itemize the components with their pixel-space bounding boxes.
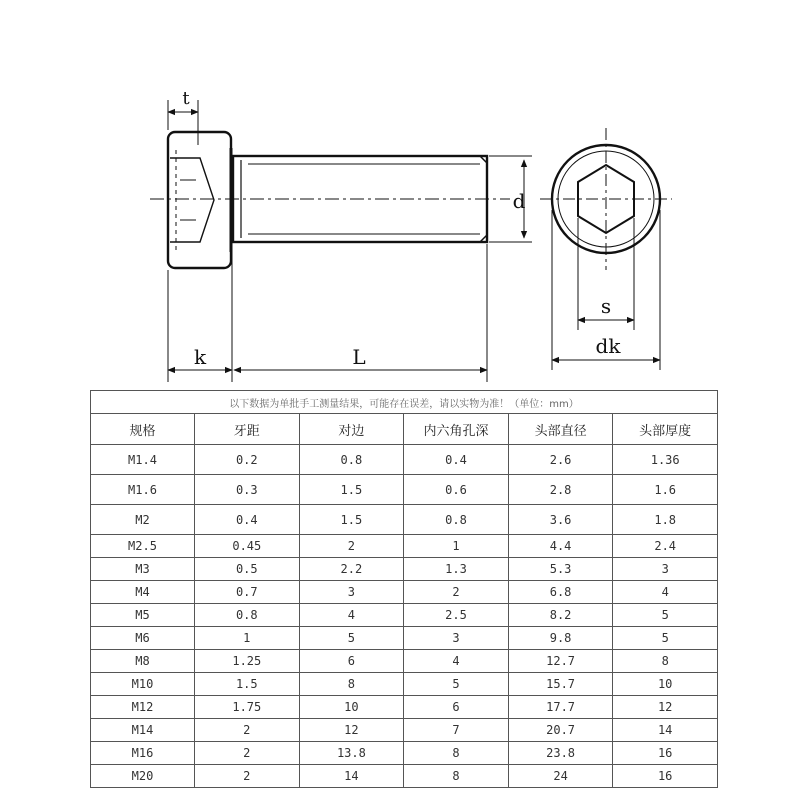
cell-pitch: 0.7 [195,581,300,604]
cell-socket-depth: 7 [404,719,509,742]
label-L: L [352,345,366,369]
cell-head-diameter: 2.8 [508,475,613,505]
cell-head-diameter: 15.7 [508,673,613,696]
cell-across-flats: 2.2 [299,558,404,581]
cell-socket-depth: 8 [404,765,509,788]
header-socket-depth: 内六角孔深 [404,414,509,445]
screw-head-side [168,132,231,268]
cell-head-diameter: 8.2 [508,604,613,627]
cell-head-diameter: 23.8 [508,742,613,765]
cell-head-diameter: 20.7 [508,719,613,742]
cell-head-height: 2.4 [613,535,718,558]
header-pitch: 牙距 [195,414,300,445]
table-row [91,650,718,673]
cell-spec: M5 [91,604,195,627]
table-body [91,445,718,788]
cell-head-diameter: 12.7 [508,650,613,673]
dim-k-L [168,244,487,382]
cell-spec: M2.5 [91,535,195,558]
cell-across-flats: 3 [299,581,404,604]
cell-across-flats: 5 [299,627,404,650]
cell-socket-depth: 6 [404,696,509,719]
table-row [91,696,718,719]
table-row [91,581,718,604]
cell-spec: M4 [91,581,195,604]
cell-spec: M12 [91,696,195,719]
cell-socket-depth: 3 [404,627,509,650]
table-row [91,673,718,696]
cell-pitch: 1.75 [195,696,300,719]
cell-socket-depth: 2.5 [404,604,509,627]
header-across-flats: 对边 [299,414,404,445]
cell-head-diameter: 17.7 [508,696,613,719]
cell-pitch: 2 [195,719,300,742]
table-row [91,604,718,627]
cell-across-flats: 0.8 [299,445,404,475]
cell-across-flats: 13.8 [299,742,404,765]
table-row [91,765,718,788]
label-s: s [600,294,612,318]
cell-head-diameter: 3.6 [508,505,613,535]
cell-spec: M6 [91,627,195,650]
cell-pitch: 2 [195,742,300,765]
cell-across-flats: 6 [299,650,404,673]
table-row [91,742,718,765]
cell-pitch: 0.2 [195,445,300,475]
cell-head-diameter: 2.6 [508,445,613,475]
cell-across-flats: 14 [299,765,404,788]
cell-pitch: 0.8 [195,604,300,627]
screw-dimension-drawing [0,0,800,390]
cell-head-height: 1.36 [613,445,718,475]
cell-socket-depth: 1.3 [404,558,509,581]
screw-head-end-view [540,128,672,270]
cell-pitch: 2 [195,765,300,788]
cell-head-diameter: 5.3 [508,558,613,581]
header-head-diameter: 头部直径 [508,414,613,445]
label-d: d [512,189,526,213]
cell-head-height: 16 [613,742,718,765]
table-note-row [91,391,718,414]
cell-head-height: 12 [613,696,718,719]
cell-head-height: 10 [613,673,718,696]
cell-across-flats: 4 [299,604,404,627]
cell-spec: M8 [91,650,195,673]
label-t: t [182,88,190,109]
cell-across-flats: 2 [299,535,404,558]
cell-across-flats: 1.5 [299,505,404,535]
cell-spec: M2 [91,505,195,535]
cell-head-height: 1.8 [613,505,718,535]
table-header-row [91,414,718,445]
cell-spec: M1.4 [91,445,195,475]
cell-head-height: 3 [613,558,718,581]
cell-head-height: 16 [613,765,718,788]
cell-socket-depth: 8 [404,742,509,765]
cell-head-diameter: 6.8 [508,581,613,604]
label-dk: dk [595,334,621,358]
cell-spec: M3 [91,558,195,581]
cell-head-diameter: 9.8 [508,627,613,650]
cell-across-flats: 1.5 [299,475,404,505]
cell-head-height: 1.6 [613,475,718,505]
cell-head-height: 4 [613,581,718,604]
table-row [91,558,718,581]
table-row [91,719,718,742]
cell-pitch: 0.4 [195,505,300,535]
cell-head-height: 8 [613,650,718,673]
cell-pitch: 0.45 [195,535,300,558]
table-note: 以下数据为单批手工测量结果，可能存在误差，请以实物为准！（单位：mm） [91,391,718,414]
table-row [91,535,718,558]
cell-pitch: 1 [195,627,300,650]
cell-socket-depth: 1 [404,535,509,558]
table-row [91,475,718,505]
cell-head-diameter: 4.4 [508,535,613,558]
cell-socket-depth: 5 [404,673,509,696]
table-row [91,627,718,650]
cell-socket-depth: 0.8 [404,505,509,535]
cell-head-height: 14 [613,719,718,742]
cell-spec: M14 [91,719,195,742]
cell-spec: M20 [91,765,195,788]
cell-across-flats: 10 [299,696,404,719]
cell-pitch: 1.5 [195,673,300,696]
spec-table-wrapper [90,390,718,788]
header-spec: 规格 [91,414,195,445]
cell-spec: M16 [91,742,195,765]
cell-across-flats: 12 [299,719,404,742]
label-k: k [193,345,207,369]
cell-pitch: 0.5 [195,558,300,581]
cell-socket-depth: 0.4 [404,445,509,475]
cell-across-flats: 8 [299,673,404,696]
cell-spec: M1.6 [91,475,195,505]
cell-head-height: 5 [613,604,718,627]
cell-socket-depth: 4 [404,650,509,673]
header-head-height: 头部厚度 [613,414,718,445]
cell-spec: M10 [91,673,195,696]
table-row [91,505,718,535]
cell-pitch: 1.25 [195,650,300,673]
cell-head-diameter: 24 [508,765,613,788]
cell-head-height: 5 [613,627,718,650]
cell-socket-depth: 0.6 [404,475,509,505]
cell-socket-depth: 2 [404,581,509,604]
table-row [91,445,718,475]
cell-pitch: 0.3 [195,475,300,505]
spec-table [90,390,718,788]
